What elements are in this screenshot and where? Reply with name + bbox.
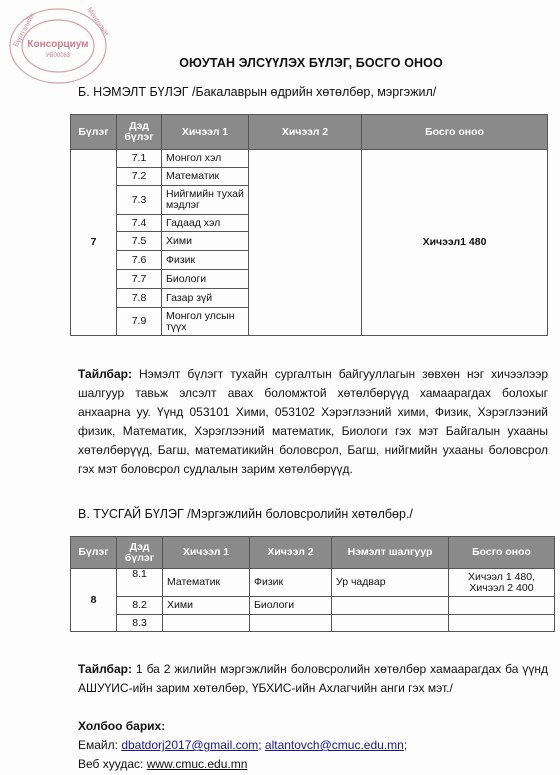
subgroup-cell: 7.7 xyxy=(117,270,162,289)
subgroup-cell: 7.9 xyxy=(117,308,162,336)
col-header: Хичээл 1 xyxy=(163,537,250,569)
stamp-ring-left: Бүртгэлийн xyxy=(12,12,37,49)
subject-cell: Гадаад хэл xyxy=(162,215,249,232)
subgroup-cell: 8.2 xyxy=(117,597,163,615)
col-header: Дэд бүлэг xyxy=(117,115,162,150)
section-v-note xyxy=(78,660,548,698)
col-header: Хичээл 2 xyxy=(249,115,362,150)
col-header: Хичээл 1 xyxy=(162,115,249,150)
subgroup-cell: 7.5 xyxy=(117,232,162,251)
page-title: ОЮУТАН ЭЛСҮҮЛЭХ БҮЛЭГ, БОСГО ОНОО xyxy=(179,56,443,70)
note-text: 1 ба 2 жилийн мэргэжлийн боловсролийн хөтөлбөр хамаарагдах ба үүнд АШУҮИС-ийн зарим хөтөлбөр, ҮБХИС-ийн Ахлагчийн анги гэх мэт./ xyxy=(78,662,548,695)
group-cell: 8 xyxy=(71,569,117,632)
section-b-table xyxy=(70,114,548,336)
subgroup-cell: 7.8 xyxy=(117,289,162,308)
section-v-title: В. ТУСГАЙ БҮЛЭГ /Мэргэжлийн боловсролийн хөтөлбөр./ xyxy=(78,507,413,521)
email-separator: ; xyxy=(258,738,265,752)
subject-cell: Монгол улсын түүх xyxy=(162,308,249,336)
table-row xyxy=(71,150,548,168)
subject-cell: Физик xyxy=(162,251,249,270)
section-v-table xyxy=(70,536,555,632)
col-header: Босго оноо xyxy=(362,115,548,150)
section-b-note xyxy=(78,365,548,479)
subject2-cell: Физик xyxy=(250,569,332,597)
subject-cell: Нийгмийн тухай мэдлэг xyxy=(162,186,249,215)
subgroup-cell: 8.3 xyxy=(117,615,163,632)
group-cell: 7 xyxy=(71,150,117,336)
subgroup-cell: 7.6 xyxy=(117,251,162,270)
web-line xyxy=(78,755,407,774)
col-header: Бүлэг xyxy=(71,115,117,150)
table-row xyxy=(71,597,555,615)
contact-heading: Холбоо барих: xyxy=(78,719,166,733)
email-label: Емайл: xyxy=(78,738,122,752)
note-text: Нэмэлт бүлэгт тухайн сургалтын байгууллагын зөвхөн нэг хичээлээр шалгуур тавьж элсэлт авах боломжтой хөтөлбөрүүд хамаарагдах болохыг анхаарна уу. Үүнд 053101 Хими, 053102 Хэрэглээний хими, Физик, Хэрэглээний физик, Математик, Хэрэглээний математик, Биологи гэх мэт Байгалын ухааны хөтөлбөрүүд, Багш, математикийн боловсрол, Багш, нийгмийн ухааны боловсрол гэх мэт боловсрол судлалын зарим хөтөлбөрүүд. xyxy=(78,367,548,476)
subject2-cell xyxy=(250,615,332,632)
threshold-cell: Хичээл1 480 xyxy=(362,150,548,336)
contact-block xyxy=(78,717,407,774)
subgroup-cell: 7.1 xyxy=(117,150,162,168)
email-link-2[interactable]: altantovch@cmuc.edu.mn xyxy=(264,738,404,752)
col-header: Дэд бүлэг xyxy=(117,537,163,569)
stamp-text-top: Консорциум xyxy=(27,39,89,50)
subject-cell: Биологи xyxy=(162,270,249,289)
subject-cell: Математик xyxy=(162,168,249,186)
subject1-cell: Хими xyxy=(163,597,250,615)
subject1-cell xyxy=(163,615,250,632)
threshold-cell xyxy=(449,597,555,615)
col-header: Бүлэг xyxy=(71,537,117,569)
col-header: Хичээл 2 xyxy=(250,537,332,569)
subgroup-cell: 8.1 xyxy=(117,569,163,597)
extra-criteria-cell xyxy=(332,597,449,615)
email-line xyxy=(78,736,407,755)
note-label: Тайлбар: xyxy=(78,367,132,381)
table-row xyxy=(71,569,555,597)
col-header: Босго оноо xyxy=(449,537,555,569)
subject2-cell xyxy=(249,150,362,336)
threshold-cell: Хичээл 1 480, Хичээл 2 400 xyxy=(449,569,555,597)
extra-criteria-cell: Ур чадвар xyxy=(332,569,449,597)
stamp-text-code: УБ00083 xyxy=(45,53,71,59)
section-b-title: Б. НЭМЭЛТ БҮЛЭГ /Бакалаврын өдрийн хөтөлбөр, мэргэжил/ xyxy=(78,85,437,99)
subject-cell: Газар зүй xyxy=(162,289,249,308)
table-row xyxy=(71,615,555,632)
extra-criteria-cell xyxy=(332,615,449,632)
stamp-ring-right: Монголын xyxy=(85,6,110,38)
table-header-row xyxy=(71,537,555,569)
subgroup-cell: 7.3 xyxy=(117,186,162,215)
subject-cell: Монгол хэл xyxy=(162,150,249,168)
web-link[interactable]: www.cmuc.edu.mn xyxy=(146,757,248,771)
email-link-1[interactable]: dbatdorj2017@gmail.com xyxy=(121,738,259,752)
consortium-stamp xyxy=(6,2,110,84)
threshold-cell xyxy=(449,615,555,632)
subject2-cell: Биологи xyxy=(250,597,332,615)
table-header-row xyxy=(71,115,548,150)
subgroup-cell: 7.2 xyxy=(117,168,162,186)
subject-cell: Хими xyxy=(162,232,249,251)
note-label: Тайлбар: xyxy=(78,662,132,676)
email-end: ; xyxy=(403,738,408,752)
web-label: Веб хуудас: xyxy=(78,757,147,771)
col-header: Нэмэлт шалгуур xyxy=(332,537,449,569)
subject1-cell: Математик xyxy=(163,569,250,597)
subgroup-cell: 7.4 xyxy=(117,215,162,232)
